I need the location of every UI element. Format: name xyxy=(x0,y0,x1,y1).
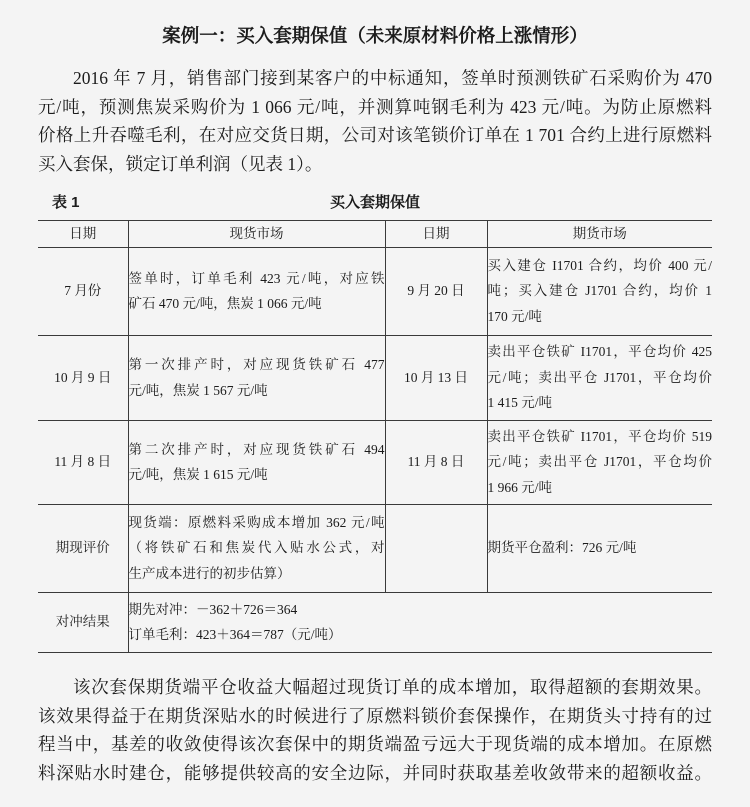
cell-line: 170 元/吨 xyxy=(487,308,542,324)
table-row-result xyxy=(38,592,712,652)
table-row xyxy=(38,247,712,335)
table-row xyxy=(38,420,712,504)
cell-line: 卖出平仓铁矿 I1701，平仓均价 425 xyxy=(487,344,712,360)
cell-line: 生产成本进行的初步估算） xyxy=(128,565,291,581)
intro-line: 价格上升吞噬毛利，在对应交货日期，公司对该笔锁价订单在 1 701 合约上进行原燃料 xyxy=(38,125,712,146)
cell-empty xyxy=(385,504,487,592)
cell-line: 第一次排产时，对应现货铁矿石 477 xyxy=(128,357,385,372)
table-body xyxy=(38,221,712,653)
cell-spot-date: 7 月份 xyxy=(38,247,128,335)
header-futures-market: 期货市场 xyxy=(487,221,712,248)
hedging-table xyxy=(38,220,712,653)
intro-line: 元/吨，预测焦炭采购价为 1 066 元/吨，并测算吨钢毛利为 423 元/吨。为防止原燃料 xyxy=(38,96,712,117)
table-number: 表 1 xyxy=(52,194,80,211)
cell-evaluation-futures xyxy=(487,504,712,592)
cell-spot-date: 11 月 8 日 xyxy=(38,420,128,504)
cell-result-content xyxy=(128,592,712,652)
cell-futures-date: 10 月 13 日 xyxy=(385,335,487,420)
cell-line: 1 966 元/吨 xyxy=(487,479,553,495)
table-row xyxy=(38,335,712,420)
cell-line: 元/吨；卖出平仓 J1701，平仓均价 xyxy=(487,454,712,470)
conclusion-line: 料深贴水时建仓，能够提供较高的安全边际，并同时获取基差收敛带来的超额收益。 xyxy=(38,763,712,784)
cell-line: 签单时，订单毛利 423 元/吨，对应铁 xyxy=(128,270,385,286)
cell-line: 元/吨，焦炭 1 567 元/吨 xyxy=(128,382,268,398)
intro-line: 2016 年 7 月，销售部门接到某客户的中标通知，签单时预测铁矿石采购价为 470 xyxy=(73,68,712,88)
conclusion-line: 该次套保期货端平仓收益大幅超过现货订单的成本增加，取得超额的套期效果。 xyxy=(73,677,712,697)
intro-paragraph xyxy=(38,64,712,179)
table-title: 买入套期保值 xyxy=(329,194,420,211)
cell-line: 现货端：原燃料采购成本增加 362 元/吨 xyxy=(128,514,385,530)
cell-line: 矿石 470 元/吨，焦炭 1 066 元/吨 xyxy=(128,296,322,311)
cell-result-label: 对冲结果 xyxy=(38,592,128,652)
cell-line: 吨；买入建仓 J1701 合约，均价 1 xyxy=(487,283,712,299)
table-caption xyxy=(38,191,712,215)
cell-futures-date: 11 月 8 日 xyxy=(385,420,487,504)
cell-futures-date: 9 月 20 日 xyxy=(385,247,487,335)
intro-line: 买入套保，锁定订单利润（见表 1）。 xyxy=(38,154,323,175)
cell-spot-market xyxy=(128,335,385,420)
cell-spot-date: 10 月 9 日 xyxy=(38,335,128,420)
cell-futures-market xyxy=(487,335,712,420)
cell-futures-market xyxy=(487,420,712,504)
cell-evaluation-spot xyxy=(128,504,385,592)
cell-line: 第二次排产时，对应现货铁矿石 494 xyxy=(128,441,385,457)
case-title: 案例一：买入套期保值（未来原材料价格上涨情形） xyxy=(162,25,588,46)
header-spot-market: 现货市场 xyxy=(128,221,385,248)
cell-evaluation-label: 期现评价 xyxy=(38,504,128,592)
table-header-row xyxy=(38,221,712,248)
cell-line: 元/吨；卖出平仓 J1701，平仓均价 xyxy=(487,369,712,385)
table-row-evaluation xyxy=(38,504,712,592)
conclusion-paragraph xyxy=(38,673,712,788)
cell-line: 1 415 元/吨 xyxy=(487,395,553,411)
cell-futures-market xyxy=(487,247,712,335)
cell-line: 期货平仓盈利：726 元/吨 xyxy=(487,540,637,556)
conclusion-line: 该效果得益于在期货深贴水的时候进行了原燃料锁价套保操作，在期货头寸持有的过 xyxy=(38,705,712,726)
cell-line: （将铁矿石和焦炭代入贴水公式，对 xyxy=(128,540,385,556)
cell-line: 买入建仓 I1701 合约，均价 400 元/ xyxy=(487,257,712,273)
cell-line: 元/吨，焦炭 1 615 元/吨 xyxy=(128,467,268,482)
cell-spot-market xyxy=(128,247,385,335)
cell-line: 订单毛利：423＋364＝787（元/吨） xyxy=(128,627,342,642)
header-spot-date: 日期 xyxy=(38,221,128,248)
cell-spot-market xyxy=(128,420,385,504)
cell-line: 期先对冲：－362＋726＝364 xyxy=(128,601,298,617)
cell-line: 卖出平仓铁矿 I1701，平仓均价 519 xyxy=(487,428,712,444)
header-futures-date: 日期 xyxy=(385,221,487,248)
conclusion-line: 程当中，基差的收敛使得该次套保中的期货端盈亏远大于现货端的成本增加。在原燃 xyxy=(38,734,712,755)
